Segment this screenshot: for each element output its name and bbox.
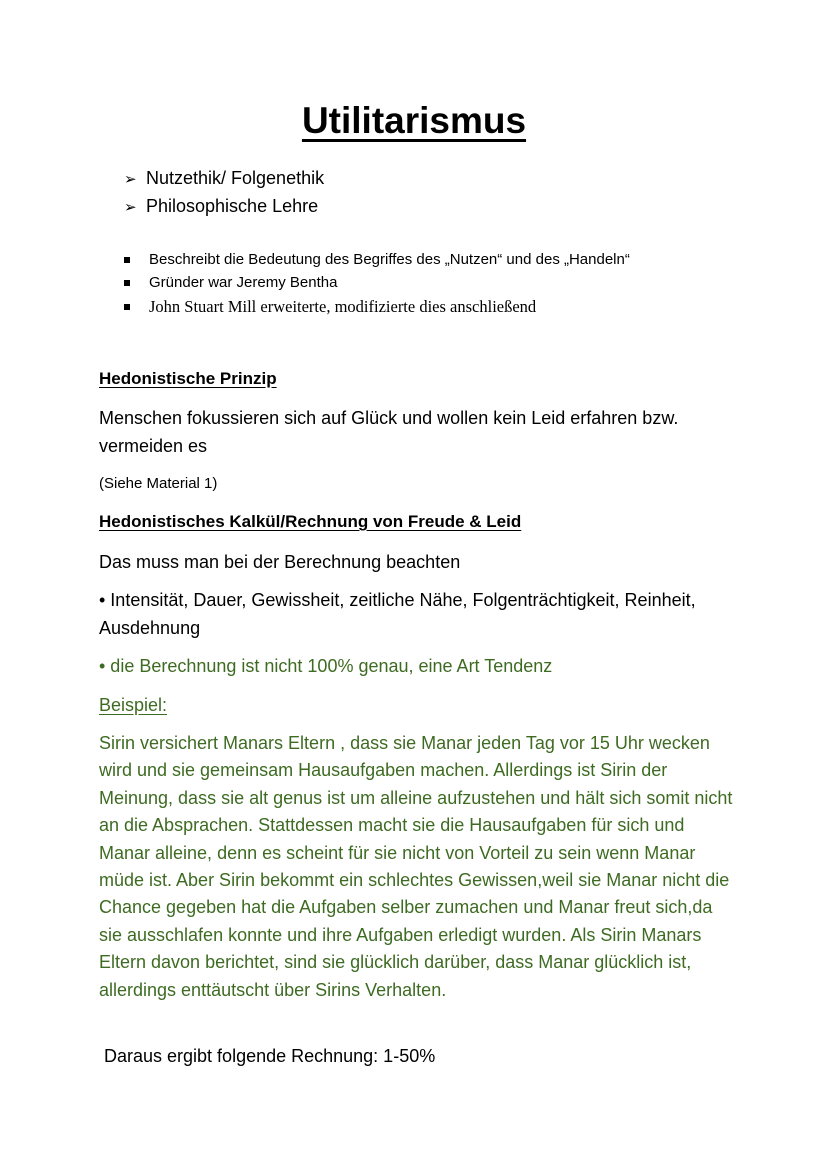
square-bullet-icon [124, 257, 130, 263]
arrow-bullet-icon: ➢ [124, 170, 137, 188]
list-item [124, 168, 324, 189]
list-item-label: Beschreibt die Bedeutung des Begriffes des „Nutzen“ und des „Handeln“ [149, 251, 630, 268]
result-line: Daraus ergibt folgende Rechnung: 1-50% [104, 1046, 436, 1066]
list-item-label: John Stuart Mill erweiterte, modifizierte dies anschließend [149, 297, 537, 316]
list-item-label: Philosophische Lehre [146, 196, 319, 216]
list-item-label: Gründer war Jeremy Bentha [149, 274, 338, 291]
list-item [124, 297, 536, 317]
example-text: Sirin versichert Manars Eltern , dass sie Manar jeden Tag vor 15 Uhr wecken wird und sie gemeinsam Hausaufgaben machen. Allerdings ist Sirin der Meinung, dass sie alt genus ist um alleine aufzustehen und hält sich somit nicht an die Absprachen. Stattdessen macht sie die Hausaufgaben für sich und Manar alleine, denn es scheint für sie nicht von Vorteil zu sein wenn Manar müde ist. Aber Sirin bekommt ein schlechtes Gewissen,weil sie Manar nicht die Chance gegeben hat die Aufgaben selber zumachen und Manar freut sich,da sie ausschlafen konnte und ihre Aufgaben erledigt wurden. Als Sirin Manars Eltern davon berichtet, sind sie glücklich darüber, dass Manar glücklich ist, allerdings enttäutscht über Sirins Verhalten. [99, 733, 733, 1000]
list-item [124, 251, 630, 268]
section-intro: Das muss man bei der Berechnung beachten [99, 552, 461, 572]
arrow-bullet-icon: ➢ [124, 198, 137, 216]
page-title: Utilitarismus [301, 100, 527, 141]
square-bullet-icon [124, 304, 130, 310]
section-text: Menschen fokussieren sich auf Glück und wollen kein Leid erfahren bzw. vermeiden es [99, 408, 679, 456]
section-heading: Hedonistische Prinzip [99, 369, 277, 388]
section-heading: Hedonistisches Kalkül/Rechnung von Freude & Leid [99, 512, 522, 531]
list-item [124, 274, 337, 291]
accuracy-bullet: • die Berechnung ist nicht 100% genau, eine Art Tendenz [99, 656, 553, 676]
example-label: Beispiel: [99, 695, 168, 715]
list-item [124, 196, 318, 217]
square-bullet-icon [124, 280, 130, 286]
list-item-label: Nutzethik/ Folgenethik [146, 168, 325, 188]
criteria-bullet: • Intensität, Dauer, Gewissheit, zeitliche Nähe, Folgenträchtigkeit, Reinheit, Ausdehnung [99, 590, 696, 638]
reference-note: (Siehe Material 1) [99, 475, 218, 492]
